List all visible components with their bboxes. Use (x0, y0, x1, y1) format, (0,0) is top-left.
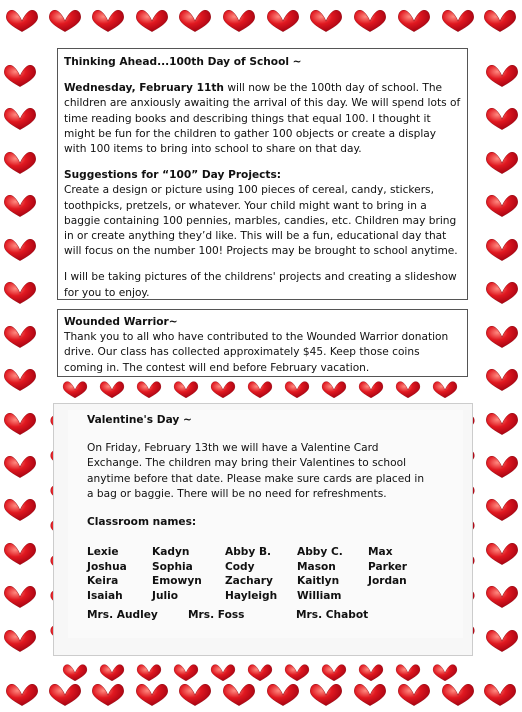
student-name: Julio (152, 589, 179, 602)
heart-icon (359, 665, 383, 681)
student-name: Jordan (368, 575, 407, 587)
heart-icon (4, 195, 35, 216)
pictures-text: I will be taking pictures of the childrens' projects and creating a slideshow for you to enjoy. (64, 271, 457, 299)
heart-icon (285, 382, 309, 398)
heart-icon (92, 684, 123, 705)
heart-icon (4, 543, 35, 564)
heart-icon (211, 382, 235, 398)
heart-icon (486, 282, 517, 303)
names-column (87, 545, 127, 603)
heart-icon (6, 684, 37, 705)
student-name: Cody (225, 560, 255, 573)
heart-icon (92, 10, 123, 31)
heart-icon (49, 684, 80, 705)
names-column (297, 545, 343, 603)
student-name: Abby C. (297, 546, 343, 558)
teacher-name: Mrs. Audley (87, 609, 158, 621)
heart-icon (179, 684, 210, 705)
heart-icon (486, 326, 517, 347)
heart-icon (267, 10, 298, 31)
heart-icon (137, 382, 161, 398)
heart-icon (486, 152, 517, 173)
valentine-section (68, 410, 463, 638)
heart-icon (4, 152, 35, 173)
heart-icon (179, 10, 210, 31)
heart-icon (486, 65, 517, 86)
heart-icon (486, 456, 517, 477)
heart-icon (354, 684, 385, 705)
heart-icon (486, 630, 517, 651)
heart-icon (4, 369, 35, 390)
heart-icon (248, 665, 272, 681)
heart-icon (285, 665, 309, 681)
names-column (368, 545, 407, 589)
heart-icon (4, 65, 35, 86)
names-column (225, 545, 277, 603)
heart-icon (486, 239, 517, 260)
heart-icon (433, 382, 457, 398)
hundredth-day-intro (64, 81, 461, 157)
hundredth-day-date: Wednesday, February 11th (64, 82, 224, 95)
heart-icon (174, 382, 198, 398)
teacher-name: Mrs. Chabot (296, 609, 369, 621)
heart-icon (354, 10, 385, 31)
heart-icon (398, 10, 429, 31)
wounded-warrior-section (57, 309, 468, 377)
teacher-name: Mrs. Foss (188, 609, 245, 621)
heart-icon (211, 665, 235, 681)
heart-icon (137, 665, 161, 681)
heart-icon (63, 382, 87, 398)
names-column (152, 545, 202, 603)
valentine-text: On Friday, February 13th we will have a Valentine Card Exchange. The children may bring their Valentines to school anytime before that date. Please make sure cards are placed in a bag or baggie. There will be no need for refreshments. (87, 442, 425, 500)
student-name: Isaiah (87, 589, 123, 602)
heart-icon (486, 108, 517, 129)
heart-icon (486, 543, 517, 564)
student-name: Kadyn (152, 546, 190, 558)
heart-icon (396, 382, 420, 398)
heart-icon (484, 10, 515, 31)
heart-icon (398, 684, 429, 705)
heart-icon (484, 684, 515, 705)
hundredth-day-section (57, 48, 468, 300)
heart-icon (4, 282, 35, 303)
heart-icon (442, 684, 473, 705)
heart-icon (100, 665, 124, 681)
heart-icon (223, 10, 254, 31)
suggestions-text: Create a design or picture using 100 pieces of cereal, candy, stickers, toothpicks, pretzels, or whatever. Your child might want to bring in a baggie containing 100 pennies, marbles, candies, etc. Children may bring in or create anything they’d like. This will be a fun, educational day that will focus on the number 100! Projects may be brought to school anytime. (64, 184, 458, 258)
heart-icon (4, 326, 35, 347)
classroom-names-heading: Classroom names: (87, 516, 197, 529)
wounded-warrior-text: Thank you to all who have contributed to the Wounded Warrior donation drive. Our class has collected approximately $45. Keep those coins coming in. The contest will end before February vacation. (64, 331, 449, 374)
heart-icon (49, 10, 80, 31)
student-name: Hayleigh (225, 589, 278, 602)
valentine-panel (53, 403, 473, 656)
heart-icon (4, 630, 35, 651)
wounded-warrior-heading: Wounded Warrior~ (64, 316, 178, 328)
student-name: Max (368, 546, 393, 558)
heart-icon (4, 413, 35, 434)
heart-icon (63, 665, 87, 681)
heart-icon (486, 586, 517, 607)
student-name: William (297, 589, 342, 602)
heart-icon (396, 665, 420, 681)
heart-icon (136, 684, 167, 705)
student-name: Keira (87, 575, 119, 587)
heart-icon (359, 382, 383, 398)
student-name: Abby B. (225, 546, 272, 558)
valentine-heading: Valentine's Day ~ (87, 414, 192, 426)
hundredth-day-heading: Thinking Ahead...100th Day of School ~ (64, 56, 302, 68)
heart-icon (223, 684, 254, 705)
student-name: Emowyn (152, 575, 202, 587)
suggestions-heading: Suggestions for “100” Day Projects: (64, 169, 282, 182)
student-name: Kaitlyn (297, 575, 340, 587)
heart-icon (4, 108, 35, 129)
student-name: Joshua (87, 560, 127, 573)
heart-icon (433, 665, 457, 681)
heart-icon (310, 10, 341, 31)
heart-icon (267, 684, 298, 705)
student-name: Lexie (87, 546, 119, 558)
student-name: Zachary (225, 575, 273, 587)
heart-icon (248, 382, 272, 398)
heart-icon (486, 369, 517, 390)
heart-icon (442, 10, 473, 31)
heart-icon (486, 195, 517, 216)
student-name: Parker (368, 560, 408, 573)
heart-icon (322, 382, 346, 398)
heart-icon (4, 586, 35, 607)
hundredth-day-intro-text: will now be the 100th day of school. The children are anxiously awaiting the arrival of this day. We will spend lots of time reading books and describing things that equal 100. I thought it might be fun for the children to gather 100 objects or create a display with 100 items to bring into school to share on that day. (64, 82, 461, 156)
heart-icon (4, 499, 35, 520)
student-name: Mason (297, 560, 336, 573)
student-name: Sophia (152, 560, 193, 573)
heart-icon (486, 499, 517, 520)
heart-icon (4, 456, 35, 477)
heart-icon (136, 10, 167, 31)
heart-icon (310, 684, 341, 705)
heart-icon (174, 665, 198, 681)
heart-icon (322, 665, 346, 681)
heart-icon (6, 10, 37, 31)
heart-icon (4, 239, 35, 260)
heart-icon (100, 382, 124, 398)
heart-icon (486, 413, 517, 434)
